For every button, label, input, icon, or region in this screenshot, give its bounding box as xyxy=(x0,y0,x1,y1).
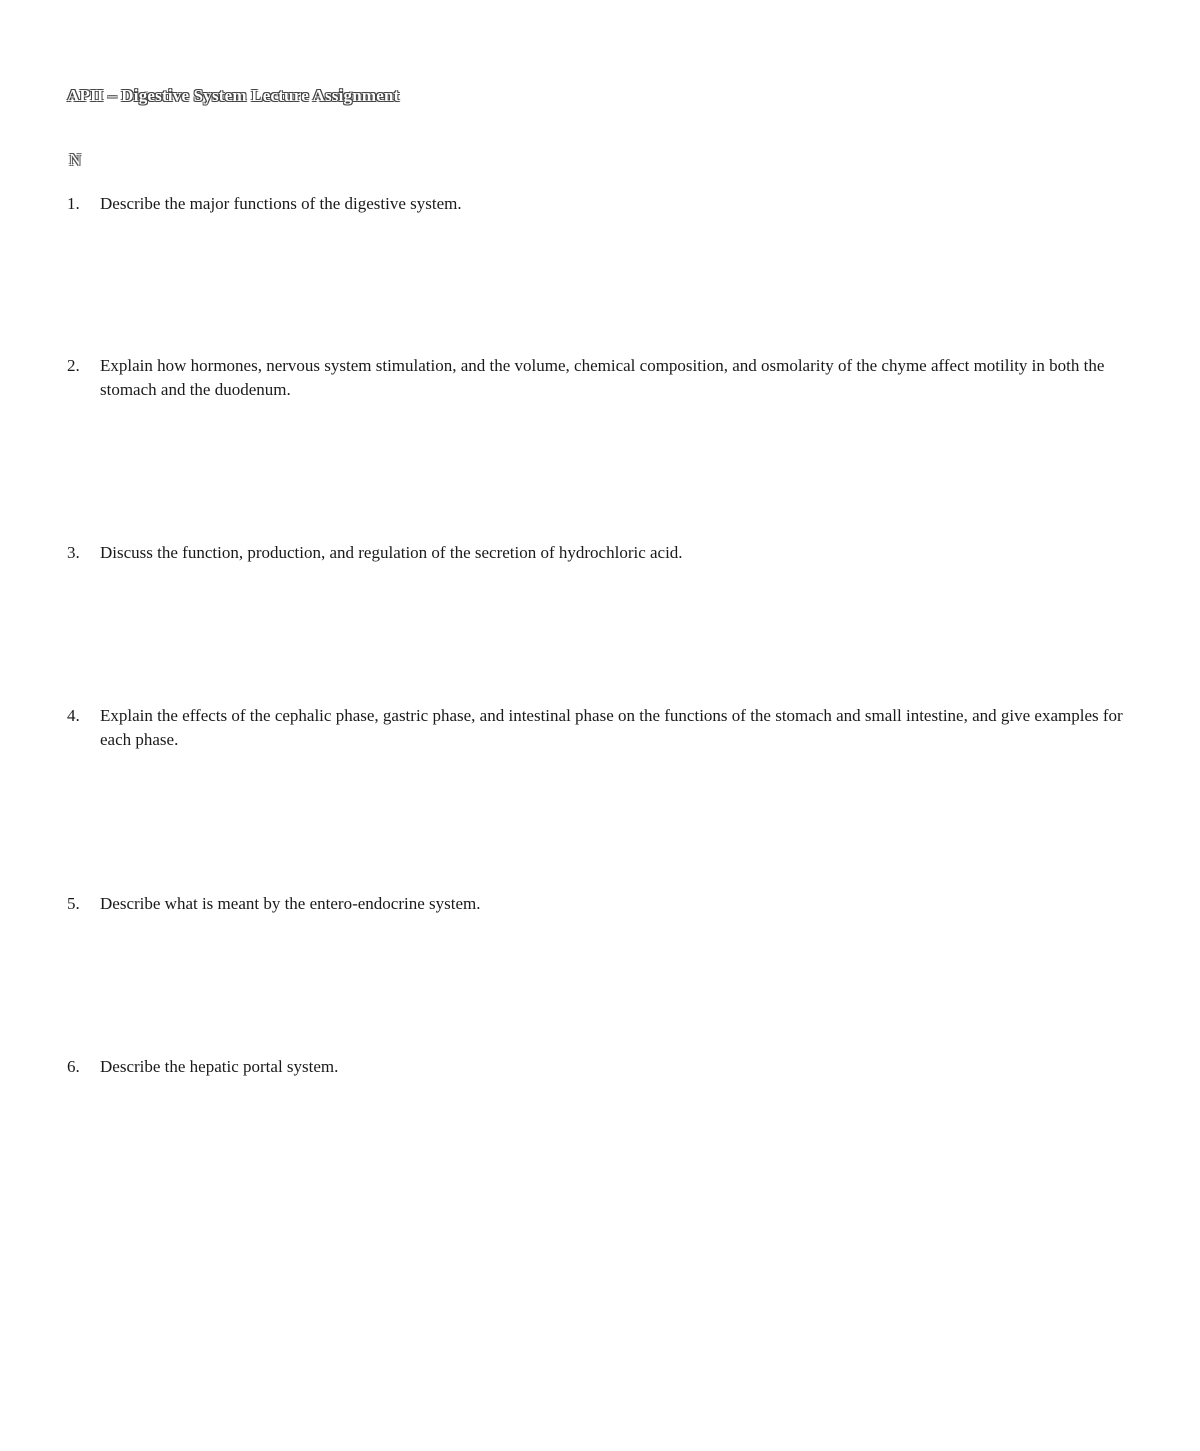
question-number: 1. xyxy=(67,194,80,213)
question-number: 5. xyxy=(67,894,80,913)
name-label: N xyxy=(69,150,82,169)
question-item xyxy=(67,541,1127,565)
question-number: 6. xyxy=(67,1057,80,1076)
question-item xyxy=(67,1055,1127,1079)
question-item xyxy=(67,704,1127,752)
question-item xyxy=(67,354,1127,402)
question-item xyxy=(67,892,1127,916)
question-text: Explain how hormones, nervous system stimulation, and the volume, chemical composition, and osmolarity of the chyme affect motility in both the stomach and the duodenum. xyxy=(100,356,1105,399)
question-text: Describe the hepatic portal system. xyxy=(100,1057,339,1076)
document-title: APII – Digestive System Lecture Assignment xyxy=(67,86,400,105)
question-text: Explain the effects of the cephalic phase, gastric phase, and intestinal phase on the functions of the stomach and small intestine, and give examples for each phase. xyxy=(100,706,1123,749)
question-text: Describe what is meant by the entero-endocrine system. xyxy=(100,894,481,913)
question-text: Describe the major functions of the digestive system. xyxy=(100,194,462,213)
question-number: 3. xyxy=(67,543,80,562)
question-number: 2. xyxy=(67,356,80,375)
question-number: 4. xyxy=(67,706,80,725)
question-item xyxy=(67,192,1127,216)
question-text: Discuss the function, production, and regulation of the secretion of hydrochloric acid. xyxy=(100,543,683,562)
